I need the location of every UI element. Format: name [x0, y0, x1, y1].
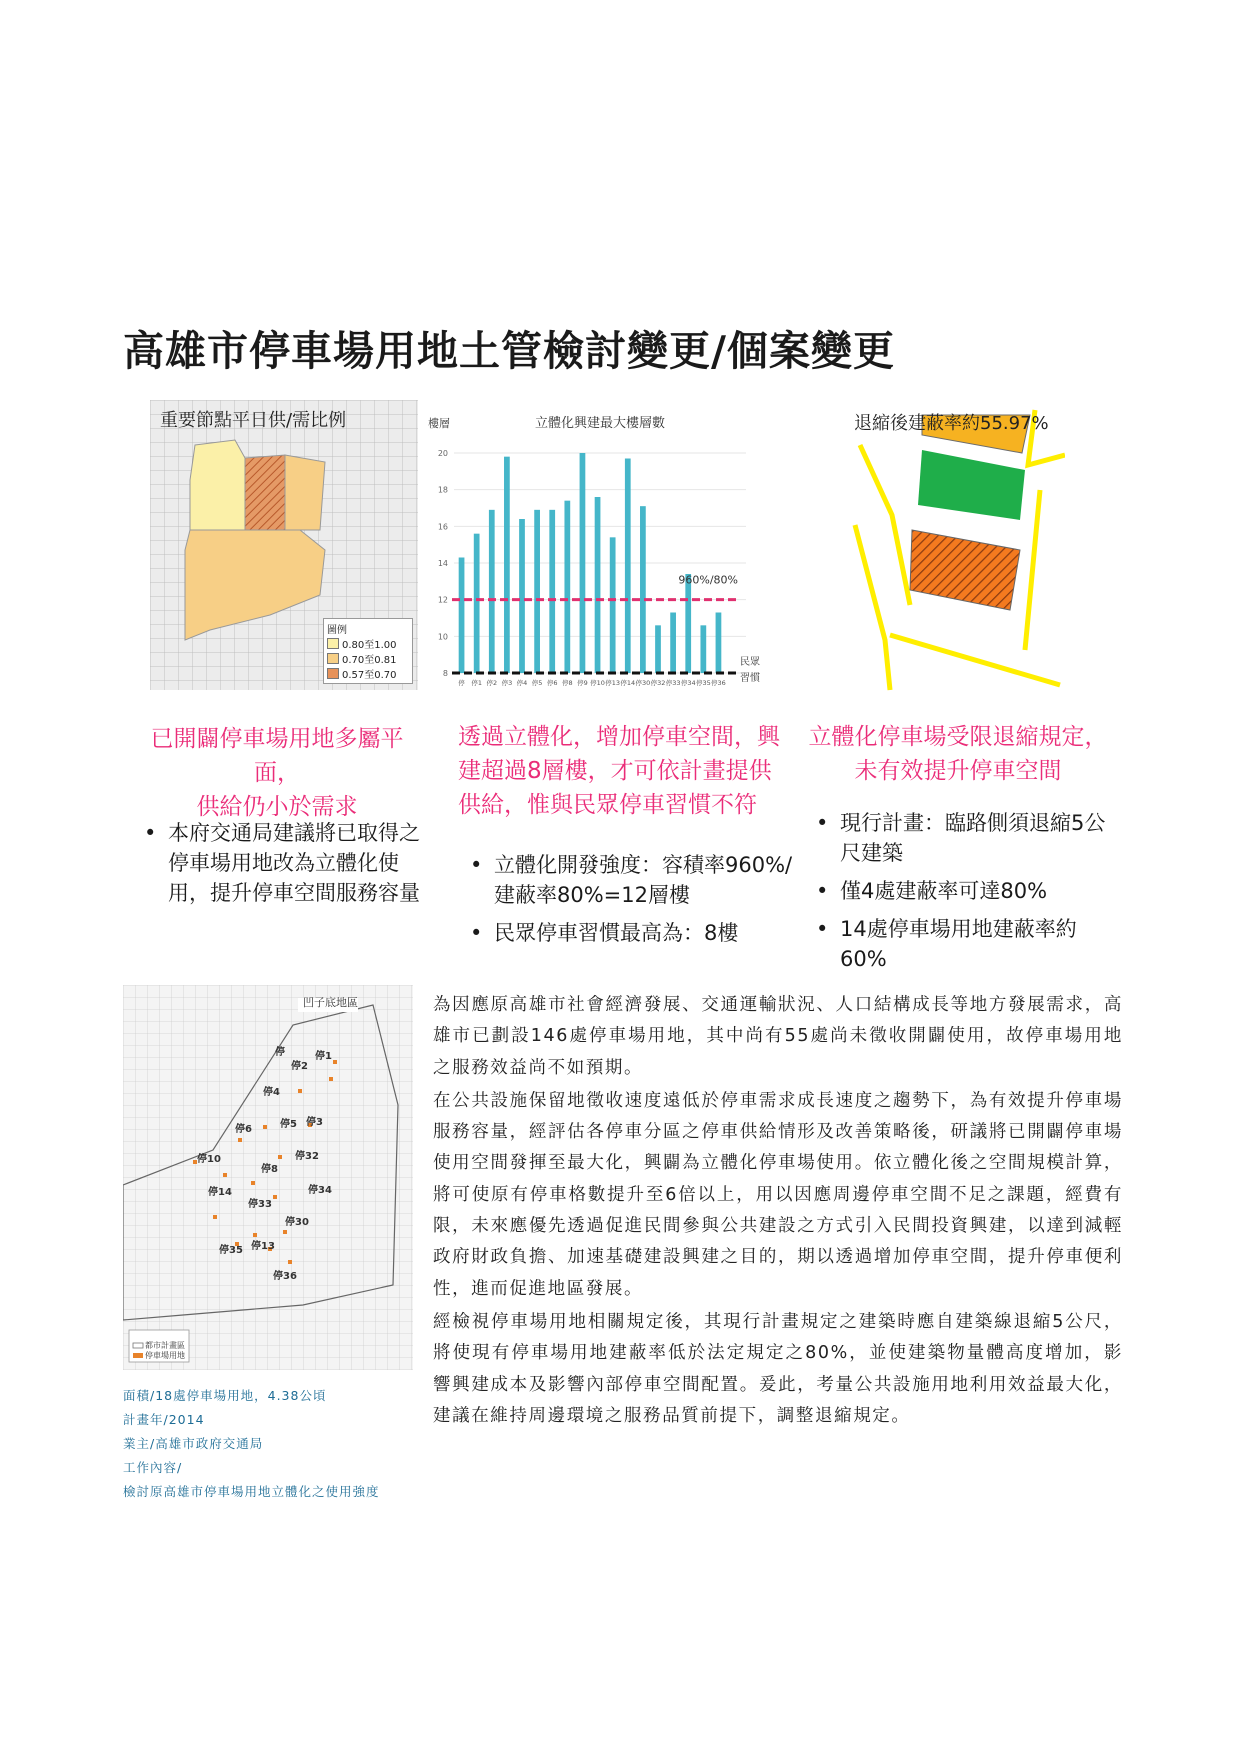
bar	[564, 501, 570, 673]
x-tick-label: 停6	[546, 679, 558, 687]
x-tick-label: 停8	[562, 679, 573, 687]
x-tick-label: 停2	[486, 679, 498, 687]
bar	[474, 534, 480, 673]
x-tick-label: 停33	[665, 679, 681, 687]
legend-label: 0.80至1.00	[342, 640, 397, 651]
x-tick-label: 停34	[680, 679, 696, 687]
reference-line-label: 民眾	[740, 657, 760, 668]
lot-label: 停35	[219, 1245, 243, 1256]
body-paragraph: 在公共設施保留地徵收速度遠低於停車需求成長速度之趨勢下，為有效提升停車場服務容量，經評估各停車分區之停車供給情形及改善策略後，研議將已開闢停車場使用空間發揮至最大化，興闢為立體化停車場使用。依立體化後之空間規模計算，將可使原有停車格數提升至6倍以上，用以因應周邊停車空間不足之課題，經費有限，未來應優先透過促進民間參與公共建設之方式引入民間投資興建，以達到減輕政府財政負擔、加速基礎建設興建之目的，期以透過增加停車空間，提升停車便利性，進而促進地區發展。	[433, 1090, 1123, 1299]
heading-line: 供給，惟與民眾停車習慣不符	[458, 792, 757, 818]
x-tick-label: 停10	[590, 679, 605, 687]
lot-label: 停	[275, 1047, 285, 1058]
lot-label: 停10	[197, 1154, 221, 1165]
bullet-item: • 14處停車場用地建蔽率約60%	[810, 914, 1115, 974]
lot-label: 停34	[308, 1185, 332, 1196]
max-floors-chart-svg	[426, 405, 806, 705]
bar	[610, 537, 616, 673]
caption-owner: 業主/高雄市政府交通局	[123, 1436, 264, 1451]
legend-label: 0.70至0.81	[342, 655, 397, 666]
bar	[685, 574, 691, 673]
lot-label: 停1	[315, 1051, 332, 1062]
bar	[640, 506, 646, 673]
lot-labels	[123, 985, 413, 1370]
heading-line: 已開闢停車場用地多屬平面，	[150, 726, 404, 786]
parking-lot-location-map	[123, 985, 413, 1370]
column1-heading	[132, 722, 422, 824]
lot-label: 停5	[280, 1119, 297, 1130]
map1-caption: 重要節點平日供/需比例	[160, 410, 347, 431]
map3-legend-item: 都市計畫區	[145, 1341, 185, 1350]
lot-label: 停2	[291, 1061, 308, 1072]
caption-work-label: 工作內容/	[123, 1460, 183, 1475]
x-tick-label: 停1	[471, 679, 482, 687]
map1-legend	[323, 618, 413, 684]
bullet-item: • 立體化開發強度：容積率960%/建蔽率80%=12層樓	[464, 850, 804, 910]
legend-item	[327, 651, 409, 666]
y-tick-label: 12	[437, 595, 448, 605]
bar	[595, 497, 601, 673]
column3-heading	[808, 720, 1108, 788]
x-tick-label: 停32	[650, 679, 666, 687]
lot-label: 停33	[248, 1199, 272, 1210]
heading-line: 立體化停車場受限退縮規定，	[808, 724, 1108, 750]
bar	[670, 613, 676, 674]
lot-label: 停30	[285, 1217, 309, 1228]
map2-caption: 退縮後建蔽率約55.97%	[854, 413, 1049, 434]
x-tick-label: 停14	[620, 679, 636, 687]
bar	[549, 510, 555, 673]
lot-label: 停6	[235, 1124, 252, 1135]
bar	[459, 558, 465, 674]
lot-label: 停4	[263, 1087, 280, 1098]
bullet-item: • 本府交通局建議將已取得之停車場用地改為立體化使用，提升停車空間服務容量	[138, 818, 438, 908]
legend-label: 0.57至0.70	[342, 670, 397, 681]
y-axis-label: 樓層	[428, 417, 450, 430]
legend-title: 圖例	[327, 625, 347, 636]
y-tick-label: 8	[442, 669, 448, 678]
legend-item	[327, 636, 409, 651]
heading-line: 建超過8層樓，才可依計畫提供	[458, 758, 772, 784]
area-label: 凹子底地區	[303, 996, 358, 1009]
x-tick-label: 停	[458, 679, 465, 687]
y-tick-label: 16	[437, 522, 448, 532]
body-text	[433, 990, 1123, 1434]
page-title: 高雄市停車場用地土管檢討變更/個案變更	[123, 327, 895, 375]
reference-line-label: 960%/80%	[678, 573, 738, 587]
bar	[625, 459, 631, 674]
max-floors-chart	[426, 405, 806, 705]
bar	[519, 519, 525, 673]
lot-label: 停14	[208, 1187, 232, 1198]
bar	[700, 625, 706, 673]
legend-swatch	[327, 638, 339, 649]
bullet-item: • 現行計畫：臨路側須退縮5公尺建築	[810, 808, 1115, 868]
setback-site-plan	[850, 405, 1065, 695]
lot-label: 停8	[261, 1164, 278, 1175]
column1-bullets	[138, 818, 438, 916]
lot-label: 停13	[251, 1241, 275, 1252]
lot-label: 停36	[273, 1271, 297, 1282]
legend-swatch	[327, 668, 339, 679]
chart-title: 立體化興建最大樓層數	[534, 416, 666, 431]
x-tick-label: 停4	[516, 679, 528, 687]
x-tick-label: 停5	[531, 679, 543, 687]
body-paragraph: 為因應原高雄市社會經濟發展、交通運輸狀況、人口結構成長等地方發展需求，高雄市已劃設146處停車場用地，其中尚有55處尚未徵收開闢使用，故停車場用地之服務效益尚不如預期。	[433, 995, 1123, 1078]
setback-site-plan-graphic	[850, 405, 1065, 695]
bar	[504, 457, 510, 673]
body-paragraph: 經檢視停車場用地相關規定後，其現行計畫規定之建築時應自建築線退縮5公尺，將使現有停車場用地建蔽率低於法定規定之80%，並使建築物量體高度增加，影響興建成本及影響內部停車空間配置。爰此，考量公共設施用地利用效益最大化，建議在維持周邊環境之服務品質前提下，調整退縮規定。	[433, 1311, 1123, 1426]
bar	[580, 453, 586, 673]
bullet-item: • 僅4處建蔽率可達80%	[810, 876, 1115, 906]
y-tick-label: 10	[437, 632, 448, 642]
x-tick-label: 停36	[711, 679, 726, 687]
map3-legend-item: 停車場用地	[145, 1351, 185, 1360]
caption-area: 面積/18處停車場用地，4.38公頃	[123, 1388, 327, 1403]
caption-work-content: 檢討原高雄市停車場用地立體化之使用強度	[123, 1484, 380, 1499]
lot-label: 停3	[306, 1117, 323, 1128]
caption-year: 計畫年/2014	[123, 1412, 205, 1427]
column3-bullets	[810, 808, 1115, 982]
bar	[534, 510, 540, 673]
heading-line: 未有效提升停車空間	[854, 758, 1062, 784]
bar	[655, 625, 661, 673]
bar	[489, 510, 495, 673]
x-tick-label: 停35	[695, 679, 711, 687]
legend-item	[327, 666, 409, 681]
x-tick-label: 停3	[501, 679, 513, 687]
bullet-item: • 民眾停車習慣最高為：8樓	[464, 918, 804, 948]
heading-line: 供給仍小於需求	[196, 794, 358, 820]
column2-heading	[458, 720, 808, 822]
y-tick-label: 20	[437, 449, 448, 458]
lot-label: 停32	[295, 1151, 319, 1162]
x-tick-label: 停30	[635, 679, 651, 687]
bar	[716, 613, 722, 674]
column2-bullets	[464, 850, 804, 956]
supply-demand-map	[150, 400, 418, 690]
x-tick-label: 停13	[605, 679, 621, 687]
heading-line: 透過立體化，增加停車空間，興	[458, 724, 780, 750]
y-tick-label: 18	[437, 485, 448, 495]
y-tick-label: 14	[437, 559, 448, 568]
x-tick-label: 停9	[577, 679, 588, 687]
legend-swatch	[327, 653, 339, 664]
reference-line-label: 習慣	[740, 673, 760, 684]
